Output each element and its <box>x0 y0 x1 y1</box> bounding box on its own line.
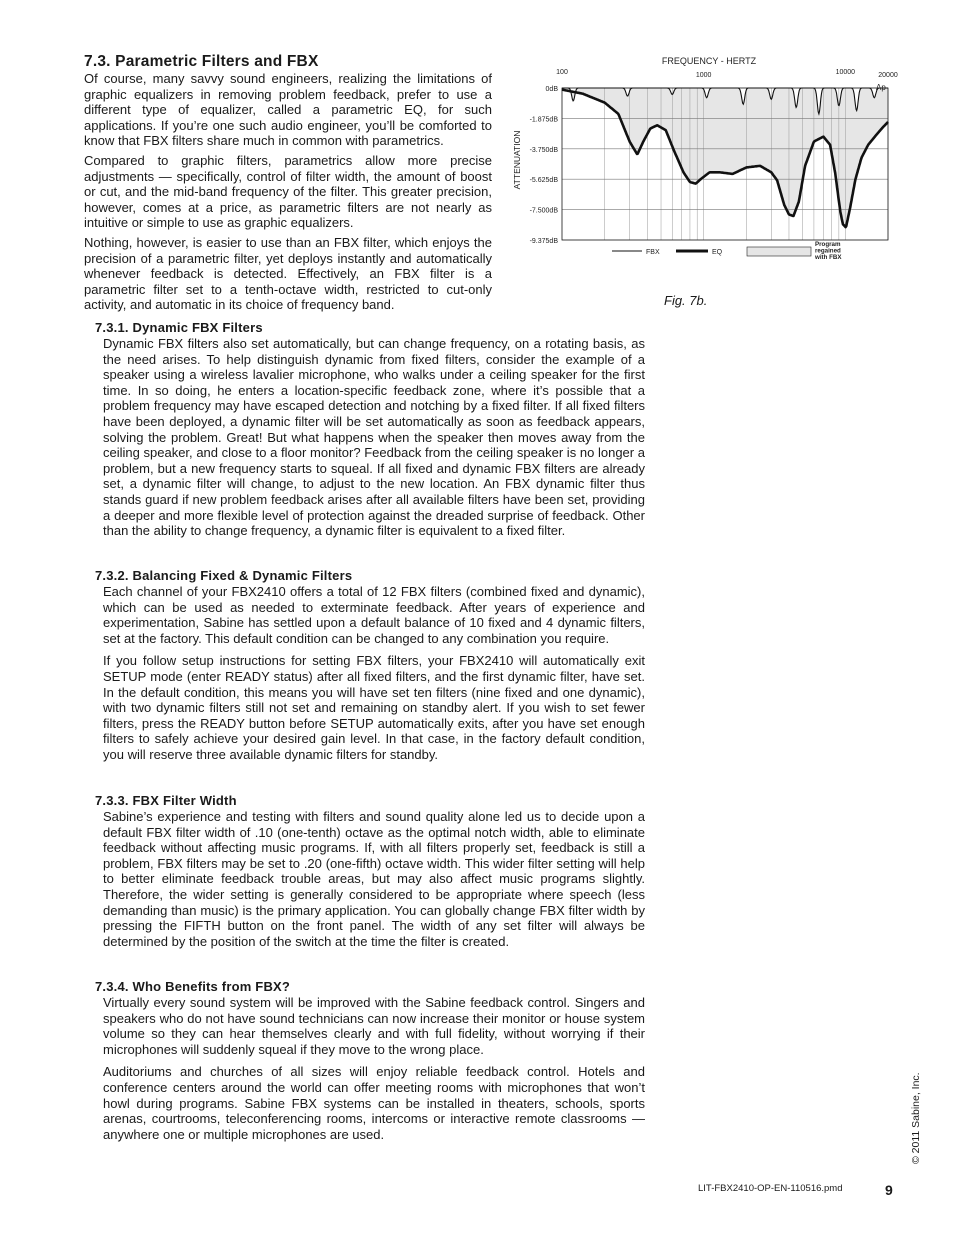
legend-region-line: Program <box>815 241 841 248</box>
page-number: 9 <box>885 1182 893 1198</box>
y-axis-label: ATTENUATION <box>512 130 522 190</box>
body-paragraph: Auditoriums and churches of all sizes will enjoy reliable feedback control. Hotels and conference centers around the world can offer meeting rooms with microphones that won’t howl during programs. Sabine FBX systems can be installed in theaters, schools, sports arenas, courtrooms, teleconferencing rooms, intercoms or interactive remote classrooms — anywhere one or multiple microphones are used. <box>103 1064 645 1142</box>
subsection-body <box>103 995 645 1149</box>
subsection-body <box>103 336 645 546</box>
figure-7b <box>510 50 900 280</box>
legend-eq-label: EQ <box>712 249 723 256</box>
legend-fbx-label: FBX <box>646 249 660 256</box>
x-tick-label: 1000 <box>695 72 712 79</box>
chart-title: FREQUENCY - HERTZ <box>661 56 757 66</box>
y-tick-label: -1.875dB <box>529 116 558 124</box>
subsection-title: 7.3.2. Balancing Fixed & Dynamic Filters <box>95 568 353 583</box>
legend-region-line: with FBX <box>815 254 842 261</box>
subsection-title: 7.3.3. FBX Filter Width <box>95 793 237 808</box>
copyright-text: © 2011 Sabine, Inc. <box>910 1072 922 1164</box>
plot-layer <box>530 69 898 245</box>
copyright-notice <box>910 1072 922 1170</box>
section-title: 7.3. Parametric Filters and FBX <box>84 53 319 70</box>
legend-region-line: regained <box>815 247 841 255</box>
legend-region-label <box>814 241 843 261</box>
body-paragraph: Sabine’s experience and testing with filters and sound quality alone led us to decide upon a default FBX filter width of .10 (one-tenth) octave as the optimal notch width, able to eliminate feedback without affecting music programs. If, with all filters properly set, feedback is still a problem, FBX filters may be set to .20 (one-fifth) octave width. This wider filter setting will help to better eliminate feedback trouble areas, but may also affect music programs slightly. Therefore, the wider setting is generally considered to be appropriate where speech (less demanding than music) is the primary application. You can globally change FBX filter width by pressing the FIFTH button on the front panel. The width of any set filter will always be determined by the position of the switch at the time the filter is created. <box>103 809 645 949</box>
y-tick-label: -5.625dB <box>529 177 558 185</box>
body-paragraph: Dynamic FBX filters also set automatically, but can change frequency, on a rotating basis, as the need arises. To help distinguish dynamic from fixed filters, consider the example of a speaker using a wireless lavalier microphone, who walks under a ceiling speaker for the first time. In so doing, he enters a location-specific feedback zone, where it’s possible that a problem frequency may have escaped detection and notching by a fixed filter. If all fixed filters have been deployed, a dynamic filter will be set automatically as soon as feedback appears, solving the problem. Great! But what happens when the speaker then moves away from the ceiling speaker, and close to a floor monitor? Feedback from the ceiling speaker is no longer a problem, but a new frequency starts to squeal. If all fixed and dynamic FBX filters are already set, a dynamic filter will change, to adjust to the new location. An FBX dynamic filter thus stands guard if new problem feedback arises after all available filters have been set, providing a deeper and more flexible level of protection against the dreaded surprise of feedback. Other than the ability to change frequency, a dynamic filter is equivalent to a fixed filter. <box>103 336 645 539</box>
body-paragraph: Virtually every sound system will be improved with the Sabine feedback control. Singers and speakers who do not have sound technicians can now increase their monitor or house system volume so they can hear themselves clearly and with full fidelity, without worrying if their microphones will suddenly squeal if they move to the wrong place. <box>103 995 645 1057</box>
intro-paragraph: Of course, many savvy sound engineers, realizing the limitations of graphic equalizers in removing problem feedback, prefer to use a different type of equalizer, called a parametric EQ, for such applications. If you’re one such audio engineer, you’ll be comforted to know that FBX filters share much in common with parametrics. <box>84 71 492 149</box>
legend <box>612 241 843 261</box>
y-tick-label: -3.750dB <box>529 146 558 154</box>
frequency-response-chart <box>510 50 900 280</box>
y-tick-label: 0dB <box>545 86 558 93</box>
subsection-title: 7.3.4. Who Benefits from FBX? <box>95 979 291 994</box>
body-paragraph: Each channel of your FBX2410 offers a total of 12 FBX filters (combined fixed and dynamic), which can be used as needed to exterminate feedback. After years of experience and experimentation, Sabine has settled upon a default balance of 10 fixed and 4 dynamic filters, set at the factory. This default condition can be changed to any combination you require. <box>103 584 645 646</box>
subsection-title: 7.3.1. Dynamic FBX Filters <box>95 320 263 335</box>
x-tick-label: 20000 <box>878 72 898 79</box>
figure-caption: Fig. 7b. <box>664 293 708 308</box>
intro-text <box>84 71 492 317</box>
y-tick-label: -9.375dB <box>529 238 558 245</box>
body-paragraph: If you follow setup instructions for setting FBX filters, your FBX2410 will automatically exit SETUP mode (enter READY status) after all fixed filters, and the first dynamic filter, have set. In the default condition, this means you will have set ten filters (nine fixed and one dynamic), with two dynamic filters still not set and remaining on standby alert. If you wish to set fewer filters, press the READY button before SETUP automatically exits, after you have set enough filters to safely achieve your desired gain level. In that case, in the factory default condition, you will reserve three available dynamic filters for standby. <box>103 653 645 762</box>
legend-region-swatch <box>747 247 811 256</box>
document-id: LIT-FBX2410-OP-EN-110516.pmd <box>698 1183 843 1194</box>
subsection-body <box>103 584 645 770</box>
x-tick-label: 10000 <box>835 69 856 76</box>
intro-paragraph: Nothing, however, is easier to use than an FBX filter, which enjoys the precision of a parametric filter, yet deploys instantly and automatically whenever feedback is detected. Effectively, an FBX filter is a parametric filter set to a tenth-octave width, restricted to cut-only activity, and automatic in its choice of frequency band. <box>84 234 492 313</box>
y-tick-label: -7.500dB <box>529 207 558 215</box>
x-tick-label: 100 <box>556 69 568 76</box>
corner-label: Ap <box>876 83 886 92</box>
intro-paragraph: Compared to graphic filters, parametrics allow more precise adjustments — specifically, control of filter width, the amount of boost or cut, and the mid-band frequency of the filter. This greater precision, however, comes at a price, as parametric filters are not nearly as intuitive or simple to use as graphic equalizers. <box>84 152 492 231</box>
subsection-body <box>103 809 645 956</box>
